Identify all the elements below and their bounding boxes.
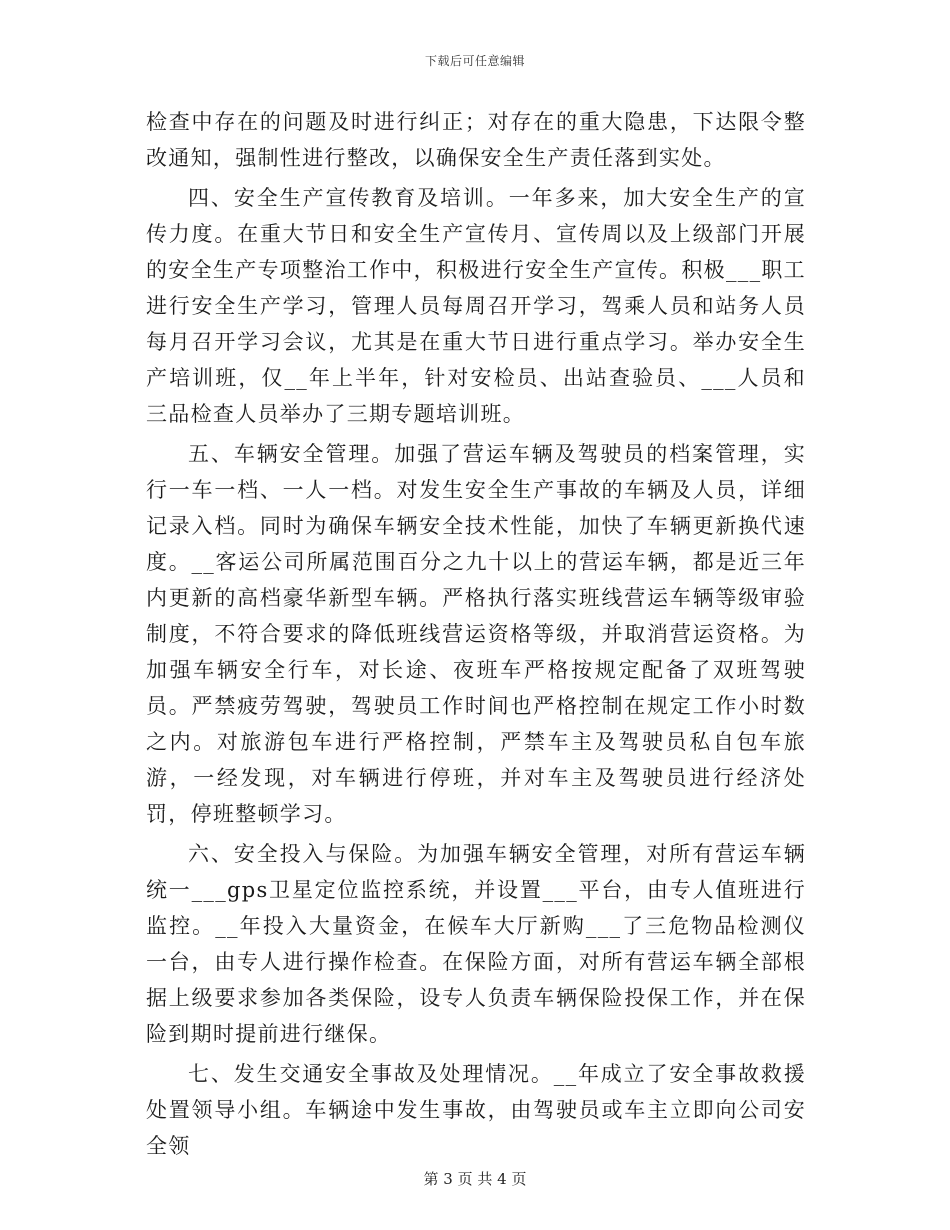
page-header-note: 下载后可任意编辑 [424,54,525,68]
paragraph-safety-investment: 六、安全投入与保险。为加强车辆安全管理，对所有营运车辆统一___gps卫星定位监控系统，并设置___平台，由专人值班进行监控。__年投入大量资金，在候车大厅新购___了三危物品检测仪一台，由专人进行操作检查。在保险方面，对所有营运车辆全部根据上级要求参加各类保险，设专人负责车辆保险投保工作，并在保险到期时提前进行继保。 [146,842,806,1046]
paragraph-safety-education: 四、安全生产宣传教育及培训。一年多来，加大安全生产的宣传力度。在重大节日和安全生产宣传月、宣传周以及上级部门开展的安全生产专项整治工作中，积极进行安全生产宣传。积极___职工进行安全生产学习，管理人员每周召开学习，驾乘人员和站务人员每月召开学习会议，尤其是在重大节日进行重点学习。举办安全生产培训班，仅__年上半年，针对安检员、出站查验员、___人员和三品检查人员举办了三期专题培训班。 [146,186,806,426]
document-body [146,104,806,1168]
paragraph-continuation: 检查中存在的问题及时进行纠正；对存在的重大隐患，下达限令整改通知，强制性进行整改，以确保安全生产责任落到实处。 [146,110,806,170]
paragraph-accident-handling: 七、发生交通安全事故及处理情况。__年成立了安全事故救援处置领导小组。车辆途中发生事故，由驾驶员或车主立即向公司安全领 [146,1062,806,1158]
page-number-footer: 第 3 页 共 4 页 [423,1170,527,1188]
paragraph-vehicle-safety: 五、车辆安全管理。加强了营运车辆及驾驶员的档案管理，实行一车一档、一人一档。对发生安全生产事故的车辆及人员，详细记录入档。同时为确保车辆安全技术性能，加快了车辆更新换代速度。__客运公司所属范围百分之九十以上的营运车辆，都是近三年内更新的高档豪华新型车辆。严格执行落实班线营运车辆等级审验制度，不符合要求的降低班线营运资格等级，并取消营运资格。为加强车辆安全行车，对长途、夜班车严格按规定配备了双班驾驶员。严禁疲劳驾驶，驾驶员工作时间也严格控制在规定工作小时数之内。对旅游包车进行严格控制，严禁车主及驾驶员私自包车旅游，一经发现，对车辆进行停班，并对车主及驾驶员进行经济处罚，停班整顿学习。 [146,442,806,826]
